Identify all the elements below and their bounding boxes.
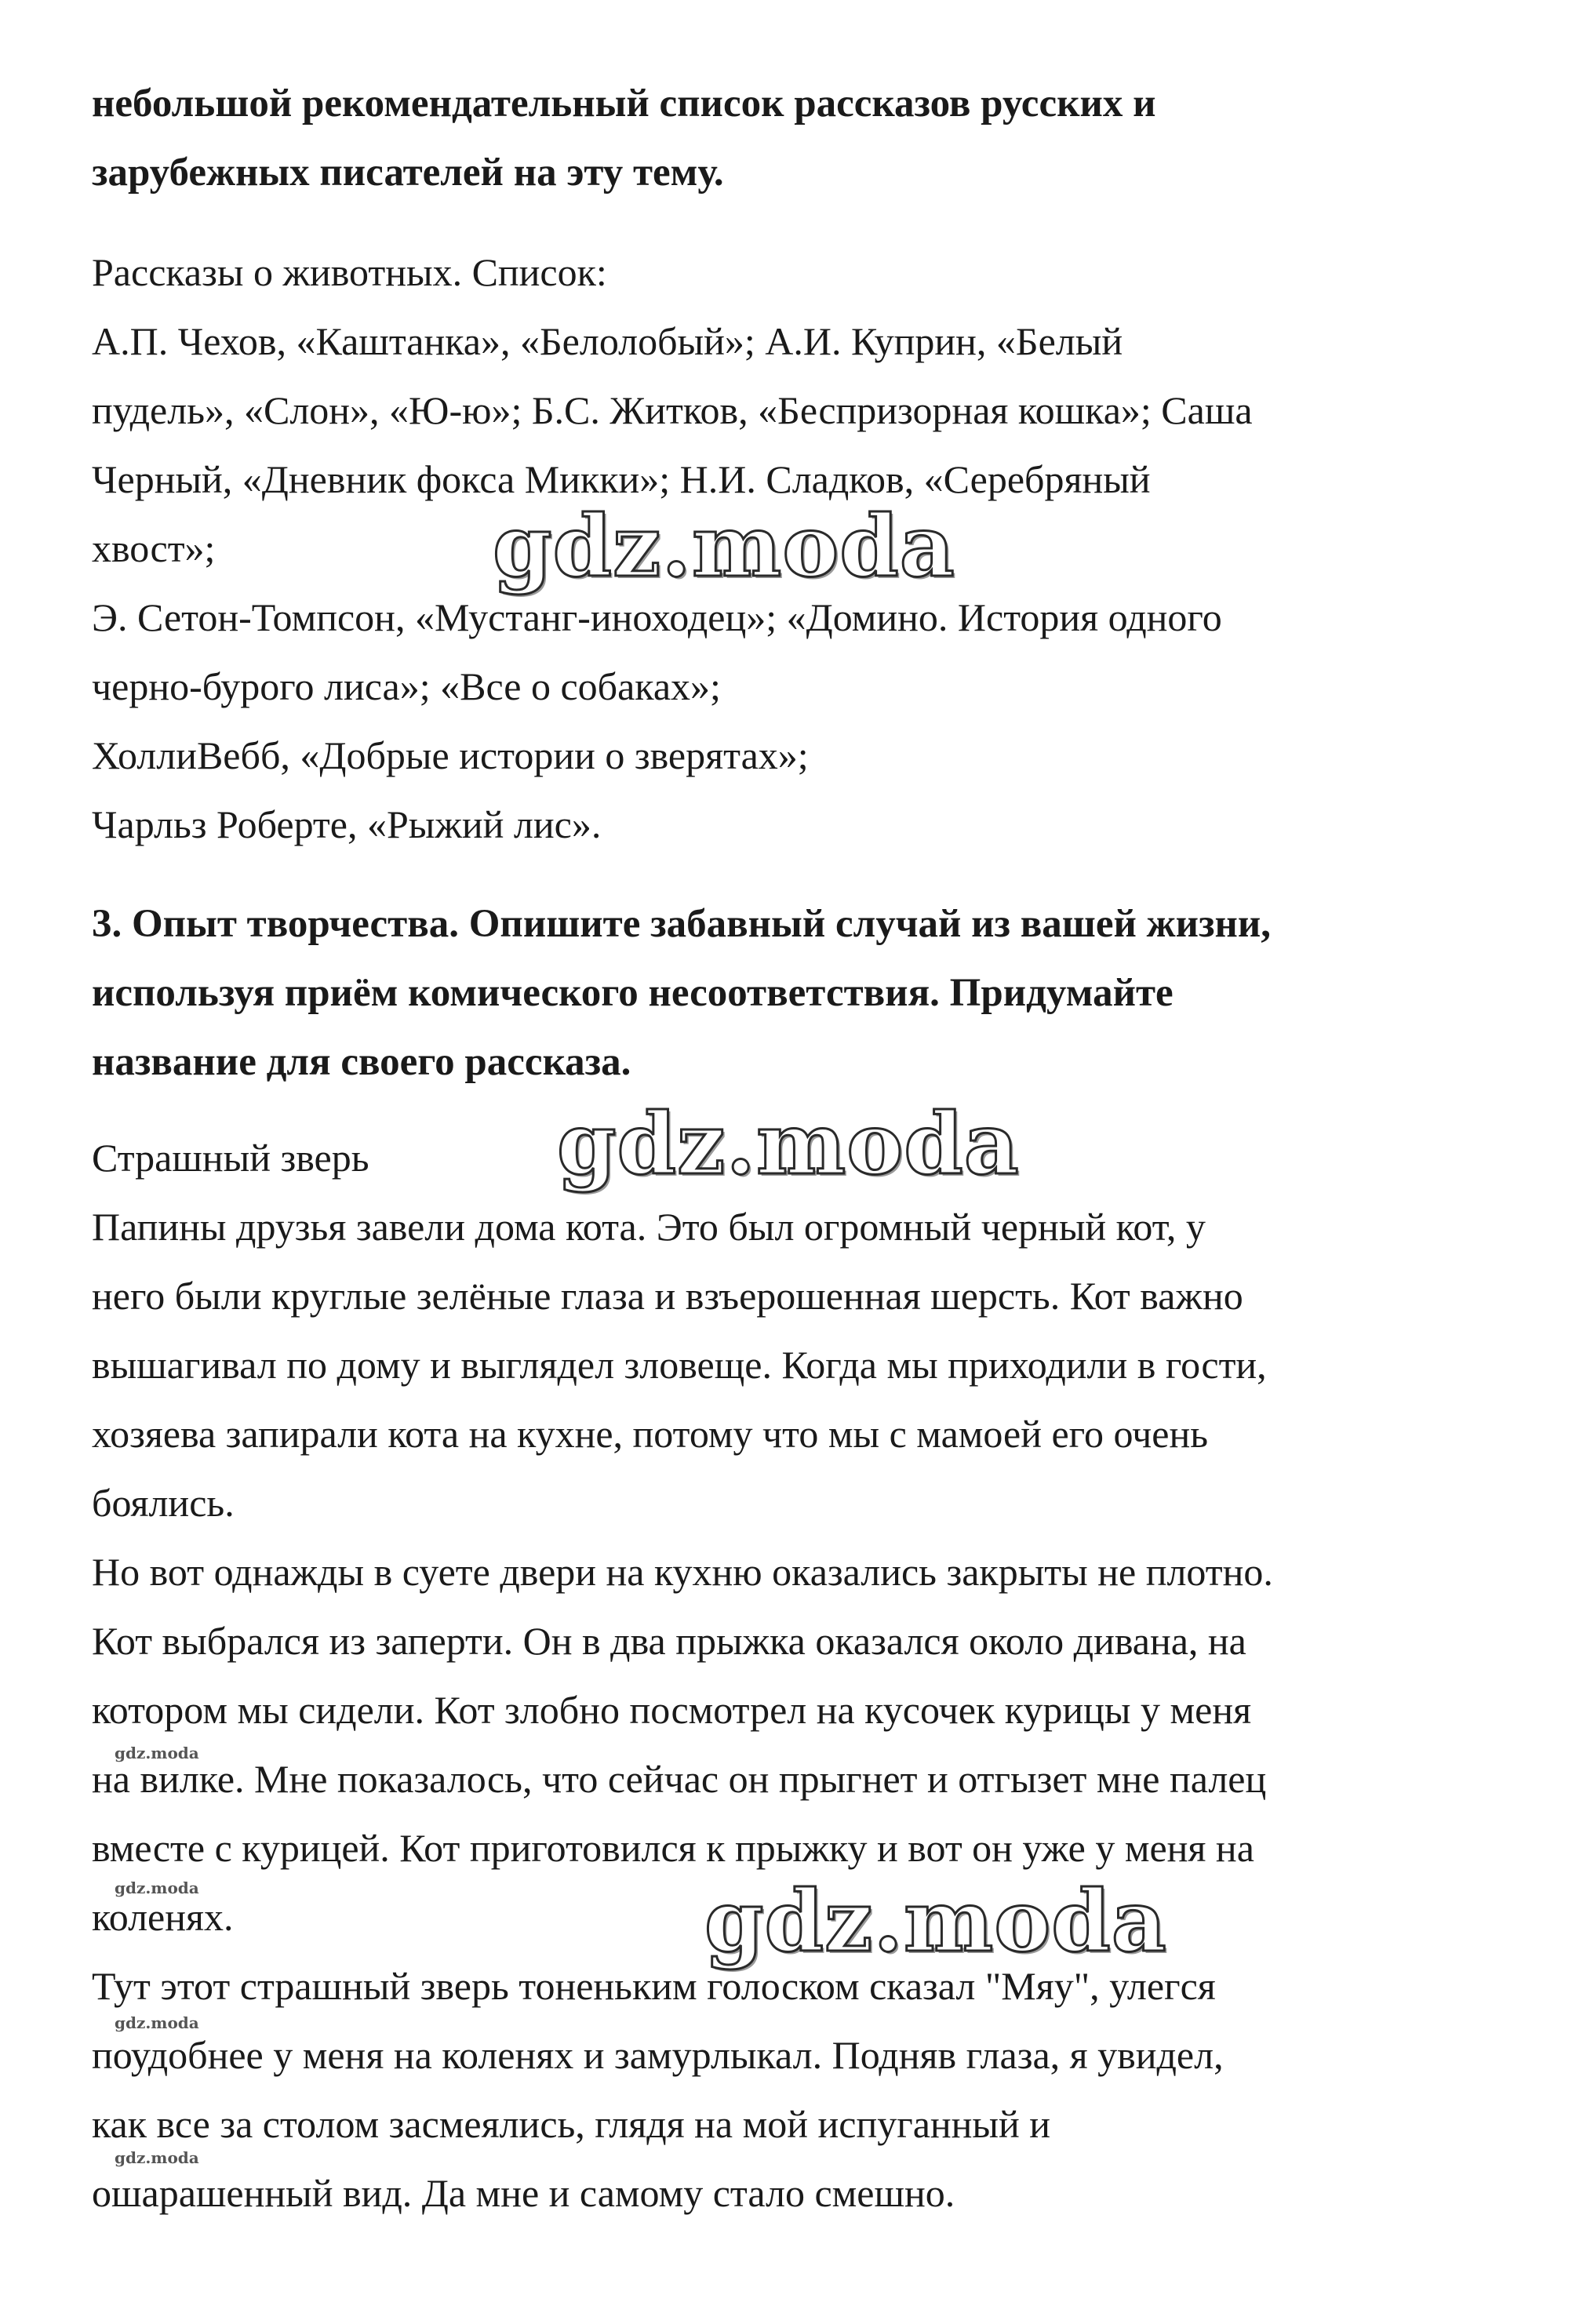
watermark-small: gdz.moda [115, 2013, 199, 2032]
story-line: боялись. [92, 1481, 235, 1525]
watermark: gdz.moda [493, 497, 955, 596]
list-line: черно-бурого лиса»; «Все о собаках»; [92, 664, 721, 708]
story-line: хозяева запирали кота на кухне, потому что мы с мамоей его очень [92, 1412, 1209, 1456]
story-line: вместе с курицей. Кот приготовился к прыжку и вот он уже у меня на [92, 1826, 1254, 1870]
list-line: Чарльз Роберте, «Рыжий лис». [92, 802, 602, 846]
list-title: Рассказы о животных. Список: [92, 250, 607, 294]
story-line: коленях. [92, 1895, 234, 1939]
story-line: Папины друзья завели дома кота. Это был огромный черный кот, у [92, 1205, 1206, 1249]
watermark: gdz.moda [557, 1095, 1020, 1194]
story-line: Тут этот страшный зверь тоненьким голоском сказал "Мяу", улегся [92, 1964, 1216, 2008]
list-line: А.П. Чехов, «Каштанка», «Белолобый»; А.И. Куприн, «Белый [92, 319, 1123, 363]
watermark-small: gdz.moda [115, 2148, 199, 2167]
story-line: вышагивал по дому и выглядел зловеще. Когда мы приходили в гости, [92, 1343, 1267, 1387]
story-title: Страшный зверь [92, 1136, 369, 1180]
task-heading-line-1: 3. Опыт творчества. Опишите забавный случай из вашей жизни, [92, 902, 1271, 946]
watermark-small: gdz.moda [115, 1744, 199, 1762]
story-line: Но вот однажды в суете двери на кухню оказались закрыты не плотно. [92, 1550, 1273, 1594]
story-line: Кот выбрался из заперти. Он в два прыжка оказался около дивана, на [92, 1619, 1246, 1663]
story-line: котором мы сидели. Кот злобно посмотрел на кусочек курицы у меня [92, 1688, 1252, 1732]
story-line: ошарашенный вид. Да мне и самому стало смешно. [92, 2171, 955, 2215]
task-heading-line-3: название для своего рассказа. [92, 1040, 631, 1084]
story-line: как все за столом засмеялись, глядя на мой испуганный и [92, 2102, 1051, 2146]
task-heading-line-2: используя приём комического несоответствия. Придумайте [92, 971, 1174, 1015]
story-line: на вилке. Мне показалось, что сейчас он прыгнет и отгызет мне палец [92, 1757, 1267, 1801]
watermark: gdz.moda [704, 1872, 1167, 1971]
intro-heading-line-1: небольшой рекомендательный список рассказов русских и [92, 82, 1156, 125]
list-line: пудель», «Слон», «Ю-ю»; Б.С. Житков, «Беспризорная кошка»; Саша [92, 388, 1253, 432]
list-line: ХоллиВебб, «Добрые истории о зверятах»; [92, 733, 809, 777]
list-line: Э. Сетон-Томпсон, «Мустанг-иноходец»; «Домино. История одного [92, 595, 1222, 639]
list-line: Черный, «Дневник фокса Микки»; Н.И. Сладков, «Серебряный [92, 457, 1151, 501]
story-line: него были круглые зелёные глаза и взъерошенная шерсть. Кот важно [92, 1274, 1243, 1318]
story-line: поудобнее у меня на коленях и замурлыкал. Подняв глаза, я увидел, [92, 2033, 1224, 2077]
watermark-small: gdz.moda [115, 1878, 199, 1897]
list-line: хвост»; [92, 526, 216, 570]
intro-heading-line-2: зарубежных писателей на эту тему. [92, 151, 724, 195]
